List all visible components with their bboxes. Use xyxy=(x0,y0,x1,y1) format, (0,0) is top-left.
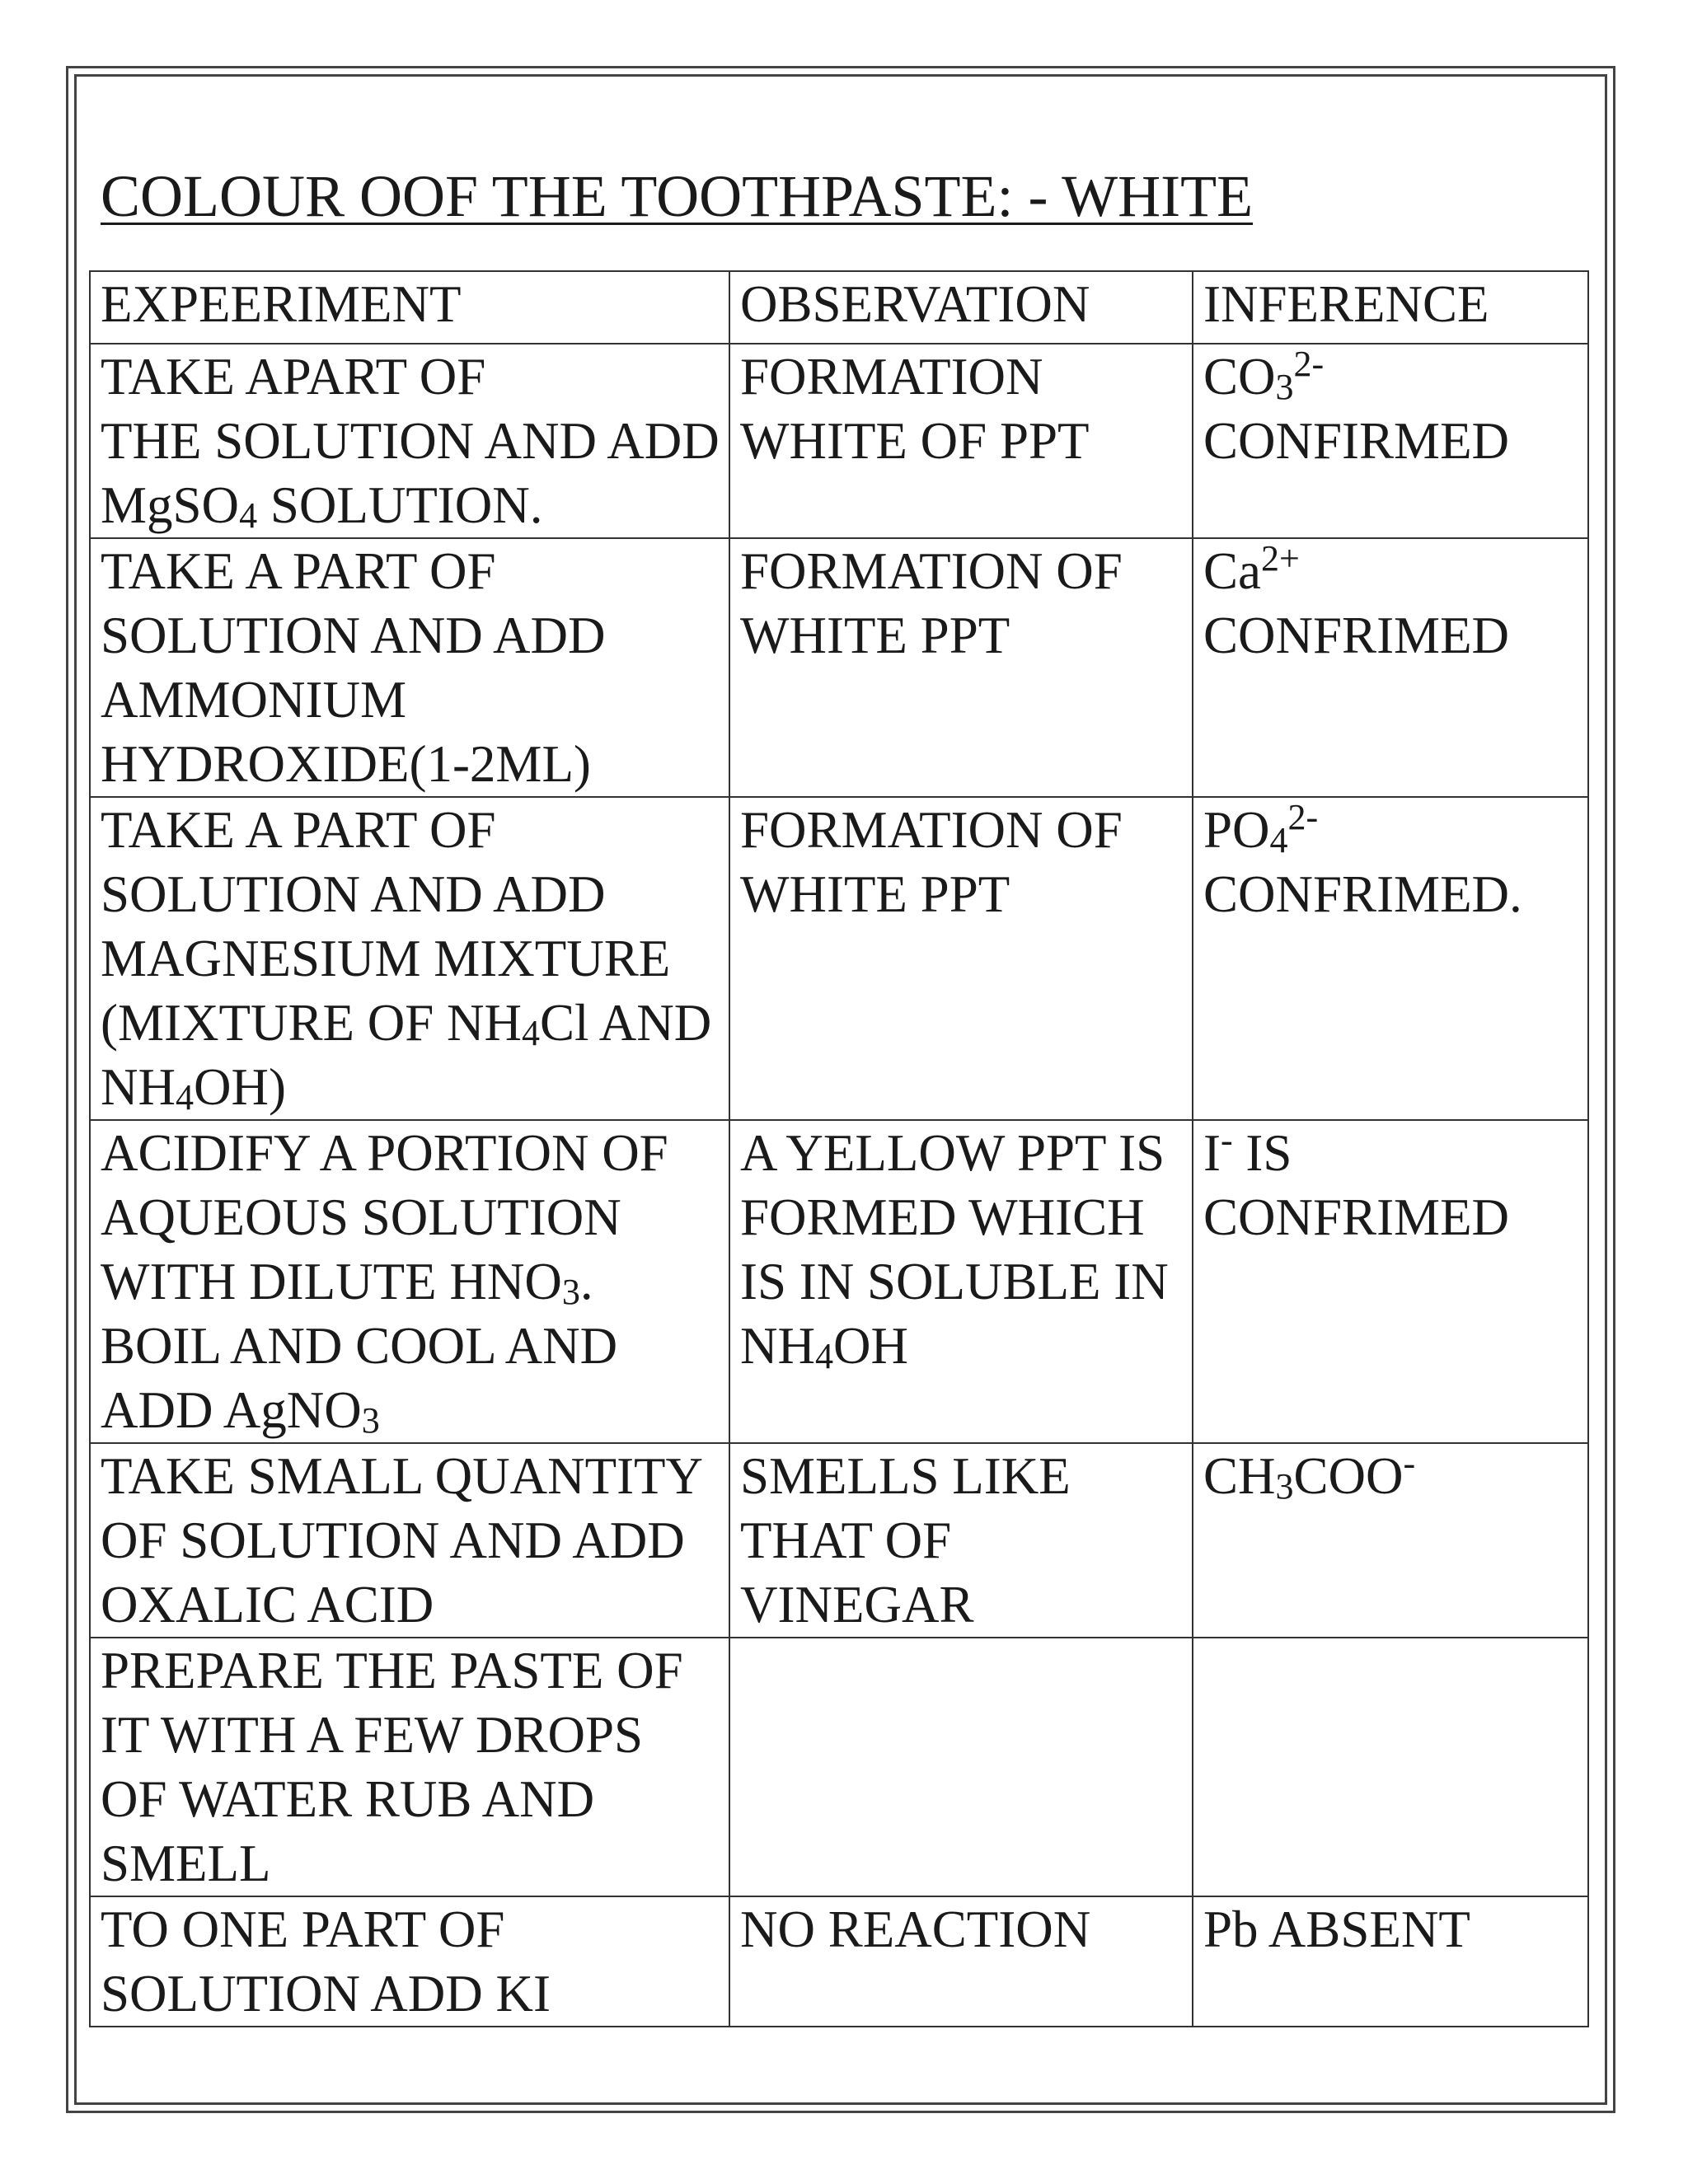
table-row xyxy=(90,797,1588,1120)
observation-cell xyxy=(729,1638,1193,1896)
inference-cell: $Ca^{2+}$ CONFRIMED xyxy=(1193,538,1588,797)
header-inference: INFERENCE xyxy=(1193,271,1588,344)
experiment-table xyxy=(89,270,1589,2027)
observation-cell: FORMATION WHITE OF PPT xyxy=(729,344,1193,538)
observation-cell: A YELLOW PPT IS FORMED WHICH IS IN SOLUBLE IN NH4OH xyxy=(729,1120,1193,1443)
table-row xyxy=(90,344,1588,538)
inference-cell: Pb ABSENT xyxy=(1193,1896,1588,2027)
experiment-cell: TAKE A PART OF SOLUTION AND ADD MAGNESIUM MIXTURE (MIXTURE OF NH4Cl AND NH4OH) xyxy=(90,797,729,1120)
observation-cell: FORMATION OF WHITE PPT xyxy=(729,538,1193,797)
header-experiment: EXPEERIMENT xyxy=(90,271,729,344)
experiment-cell: TAKE APART OF THE SOLUTION AND ADD MgSO4 SOLUTION. xyxy=(90,344,729,538)
observation-cell: SMELLS LIKE THAT OF VINEGAR xyxy=(729,1443,1193,1638)
inference-cell: $CO3^{2-}$ CONFIRMED xyxy=(1193,344,1588,538)
observation-cell: NO REACTION xyxy=(729,1896,1193,2027)
observation-cell: FORMATION OF WHITE PPT xyxy=(729,797,1193,1120)
experiment-cell: TAKE A PART OF SOLUTION AND ADD AMMONIUM HYDROXIDE(1-2ML) xyxy=(90,538,729,797)
header-observation: OBSERVATION xyxy=(729,271,1193,344)
table-row xyxy=(90,538,1588,797)
page-heading: COLOUR OOF THE TOOTHPASTE: - WHITE xyxy=(101,163,1254,229)
experiment-cell: ACIDIFY A PORTION OF AQUEOUS SOLUTION WITH DILUTE HNO3. BOIL AND COOL AND ADD AgNO3 xyxy=(90,1120,729,1443)
table-row xyxy=(90,1638,1588,1896)
experiment-cell: PREPARE THE PASTE OF IT WITH A FEW DROPS OF WATER RUB AND SMELL xyxy=(90,1638,729,1896)
table-row xyxy=(90,1896,1588,2027)
inference-cell xyxy=(1193,1638,1588,1896)
experiment-cell: TO ONE PART OF SOLUTION ADD KI xyxy=(90,1896,729,2027)
inference-cell: I- IS CONFRIMED xyxy=(1193,1120,1588,1443)
table-row xyxy=(90,1443,1588,1638)
inference-cell: $PO4^{2-}$ CONFRIMED. xyxy=(1193,797,1588,1120)
experiment-cell: TAKE SMALL QUANTITY OF SOLUTION AND ADD OXALIC ACID xyxy=(90,1443,729,1638)
inference-cell: CH3COO- xyxy=(1193,1443,1588,1638)
table-row xyxy=(90,1120,1588,1443)
table-header-row xyxy=(90,271,1588,344)
